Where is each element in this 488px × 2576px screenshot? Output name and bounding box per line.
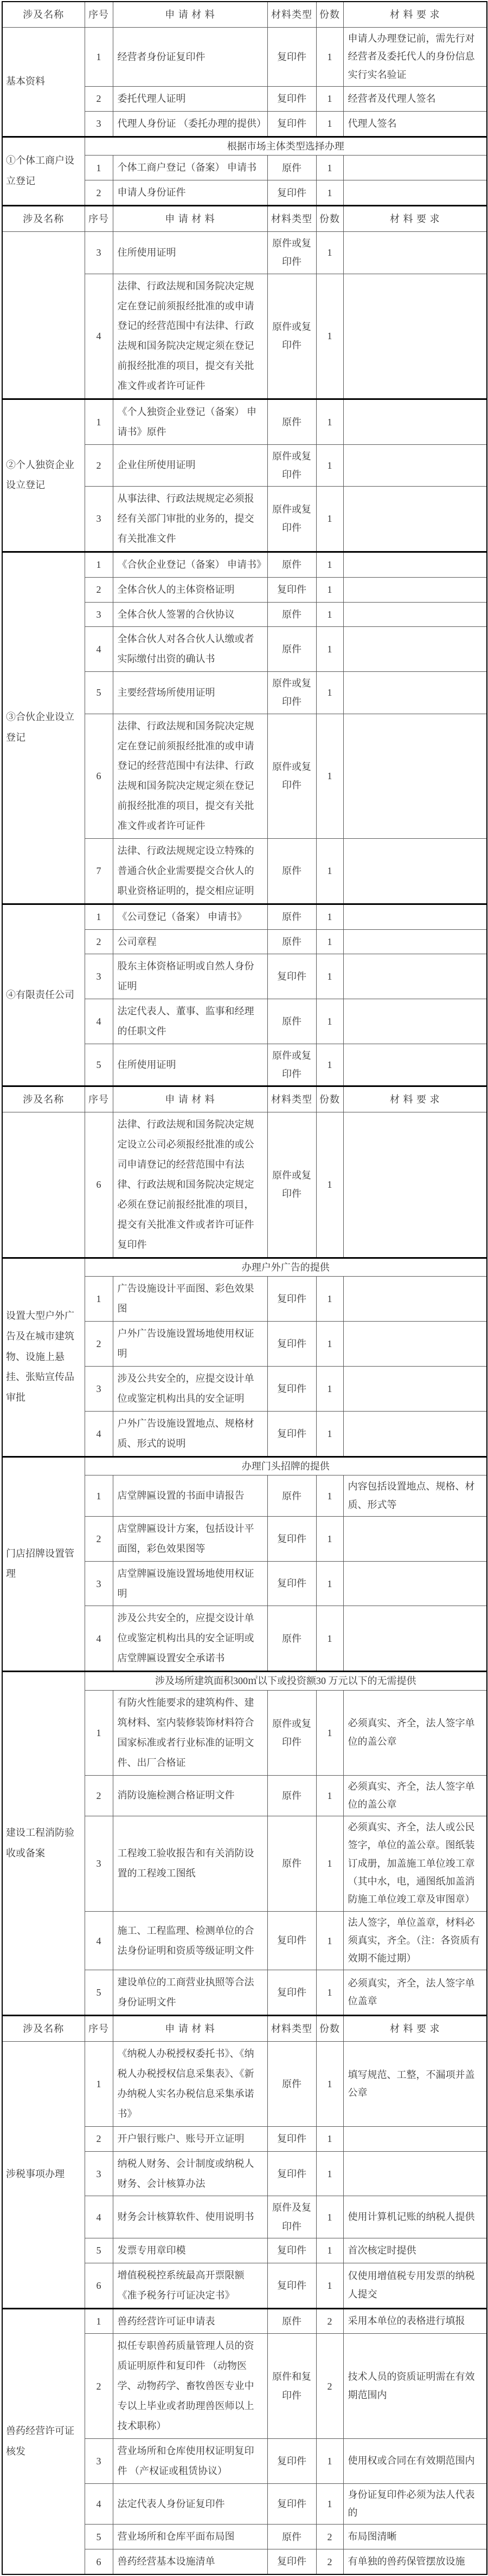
requirement-cell — [343, 399, 487, 444]
material-type-cell: 复印件 — [267, 2151, 316, 2196]
row-number-cell: 4 — [85, 1911, 113, 1970]
row-number-cell: 4 — [85, 627, 113, 672]
copies-cell: 1 — [316, 274, 343, 399]
section-label-cell — [2, 232, 85, 399]
material-type-cell: 复印件 — [267, 2126, 316, 2151]
material-row — [2, 399, 487, 444]
material-type-cell: 原件或复印件 — [267, 232, 316, 274]
copies-cell: 1 — [316, 2196, 343, 2238]
column-header-material-requirement: 材 料 要 求 — [343, 206, 487, 232]
row-number-cell: 3 — [85, 111, 113, 137]
material-name-cell: 法律、行政法规和国务院决定规定在登记前须报经批准的或申请登记的经营范围中有法律、行政法规和国务院决定规定须在登记前报经批准的项目，提交有关批准文件或者许可证件 — [113, 274, 267, 399]
section-label-cell: ①个体工商户设立登记 — [2, 137, 85, 206]
row-number-cell: 2 — [85, 929, 113, 954]
material-name-cell: 经营者身份证复印件 — [113, 28, 267, 87]
copies-cell: 1 — [316, 577, 343, 602]
material-type-cell: 原件或复印件 — [267, 714, 316, 838]
material-type-cell: 复印件 — [267, 954, 316, 999]
requirement-cell: 技术人员的资质证明需在有效期范围内 — [343, 2334, 487, 2438]
material-row — [2, 1112, 487, 1258]
section-label-cell: ④有限责任公司 — [2, 904, 85, 1086]
copies-cell: 1 — [316, 487, 343, 552]
material-type-cell: 复印件 — [267, 111, 316, 137]
material-type-cell: 原件 — [267, 627, 316, 672]
table-header-row — [2, 2, 487, 28]
copies-cell: 1 — [316, 1775, 343, 1816]
copies-cell: 1 — [316, 156, 343, 180]
material-type-cell: 原件 — [267, 904, 316, 929]
row-number-cell: 2 — [85, 1516, 113, 1561]
copies-cell: 2 — [316, 2549, 343, 2574]
material-type-cell: 原件或复印件 — [267, 487, 316, 552]
copies-cell: 1 — [316, 1816, 343, 1911]
copies-cell: 1 — [316, 1475, 343, 1517]
row-number-cell: 5 — [85, 2525, 113, 2549]
copies-cell: 1 — [316, 838, 343, 904]
material-type-cell: 原件或复印件 — [267, 274, 316, 399]
requirement-cell: 填写规范、工整，不漏项并盖公章 — [343, 2042, 487, 2127]
copies-cell: 1 — [316, 444, 343, 486]
row-number-cell: 3 — [85, 602, 113, 627]
copies-cell: 2 — [316, 2308, 343, 2334]
copies-cell: 1 — [316, 1322, 343, 1367]
material-type-cell: 原件 — [267, 552, 316, 577]
row-number-cell: 3 — [85, 232, 113, 274]
material-name-cell: 法定代表人、董事、监事和经理的任职文件 — [113, 999, 267, 1044]
requirement-cell: 身份证复印件必须为法人代表的 — [343, 2483, 487, 2525]
material-name-cell: 兽药经营基本设施清单 — [113, 2549, 267, 2574]
section-label-cell: 基本资料 — [2, 28, 85, 137]
column-header-involved-name: 涉及名称 — [2, 2, 85, 28]
column-header-material-type: 材料类型 — [267, 2016, 316, 2042]
row-number-cell: 3 — [85, 487, 113, 552]
requirement-cell: 内容包括设置地点、规格、材质、形式等 — [343, 1475, 487, 1517]
copies-cell: 1 — [316, 1411, 343, 1457]
material-name-cell: 公司章程 — [113, 929, 267, 954]
requirement-cell — [343, 1366, 487, 1411]
section-note-cell: 办理门头招牌的提供 — [85, 1457, 487, 1475]
row-number-cell: 6 — [85, 1112, 113, 1258]
material-name-cell: 申请人身份证件 — [113, 180, 267, 206]
column-header-serial-number: 序号 — [85, 1086, 113, 1112]
material-name-cell: 消防设施检测合格证明文件 — [113, 1775, 267, 1816]
requirement-cell — [343, 627, 487, 672]
column-header-material-requirement: 材 料 要 求 — [343, 2016, 487, 2042]
material-name-cell: 有防火性能要求的建筑构件、建筑材料、室内装修装饰材料符合国家标准或者行业标准的证明文件、出厂合格证 — [113, 1690, 267, 1775]
material-name-cell: 全体合伙人对各合伙人认缴或者实际缴付出资的确认书 — [113, 627, 267, 672]
requirement-cell — [343, 232, 487, 274]
material-type-cell: 原件和复印件 — [267, 2334, 316, 2438]
copies-cell: 1 — [316, 2042, 343, 2127]
copies-cell: 1 — [316, 2151, 343, 2196]
material-name-cell: 增值税税控系统最高开票限额《准予税务行可证决定书》 — [113, 2263, 267, 2308]
row-number-cell: 5 — [85, 672, 113, 714]
copies-cell: 1 — [316, 2126, 343, 2151]
row-number-cell: 2 — [85, 1775, 113, 1816]
row-number-cell: 1 — [85, 1475, 113, 1517]
material-type-cell: 原件 — [267, 929, 316, 954]
column-header-involved-name: 涉及名称 — [2, 1086, 85, 1112]
column-header-involved-name: 涉及名称 — [2, 2016, 85, 2042]
copies-cell: 1 — [316, 929, 343, 954]
row-number-cell: 4 — [85, 999, 113, 1044]
requirement-cell: 必须真实、齐全，法人签字单位的盖公章 — [343, 1690, 487, 1775]
requirement-cell — [343, 1277, 487, 1322]
section-label-cell: 设置大型户外广告及在城市建筑物、设施上悬挂、张贴宣传品审批 — [2, 1258, 85, 1457]
materials-table — [2, 1, 487, 2575]
section-note-row — [2, 1457, 487, 1475]
section-label-cell: 门店招牌设置管理 — [2, 1457, 85, 1672]
copies-cell: 1 — [316, 1970, 343, 2016]
copies-cell: 1 — [316, 1044, 343, 1086]
material-type-cell: 原件或复印件 — [267, 1044, 316, 1086]
material-type-cell: 原件或复印件 — [267, 1112, 316, 1258]
section-label-cell — [2, 1112, 85, 1258]
requirement-cell: 仅使用增值税专用发票的纳税人提交 — [343, 2263, 487, 2308]
material-type-cell: 复印件 — [267, 2238, 316, 2263]
row-number-cell: 6 — [85, 714, 113, 838]
material-type-cell: 复印件 — [267, 1411, 316, 1457]
copies-cell: 2 — [316, 2525, 343, 2549]
requirement-cell — [343, 714, 487, 838]
row-number-cell: 2 — [85, 2334, 113, 2438]
column-header-copies: 份数 — [316, 2, 343, 28]
material-type-cell: 原件及复印件 — [267, 2196, 316, 2238]
copies-cell: 1 — [316, 111, 343, 137]
material-name-cell: 主要经营场所使用证明 — [113, 672, 267, 714]
row-number-cell: 1 — [85, 2308, 113, 2334]
requirement-cell — [343, 1112, 487, 1258]
material-type-cell: 原件 — [267, 2042, 316, 2127]
material-type-cell: 原件 — [267, 1816, 316, 1911]
material-type-cell: 原件或复印件 — [267, 1690, 316, 1775]
section-label-cell: ③合伙企业设立登记 — [2, 552, 85, 904]
material-name-cell: 兽药经营许可证申请表 — [113, 2308, 267, 2334]
material-name-cell: 工程竣工验收报告和有关消防设置的工程竣工图纸 — [113, 1816, 267, 1911]
copies-cell: 1 — [316, 399, 343, 444]
requirement-cell — [343, 929, 487, 954]
material-row — [2, 904, 487, 929]
material-name-cell: 企业住所使用证明 — [113, 444, 267, 486]
column-header-material-type: 材料类型 — [267, 206, 316, 232]
copies-cell: 1 — [316, 954, 343, 999]
row-number-cell: 1 — [85, 2042, 113, 2127]
material-type-cell: 原件 — [267, 156, 316, 180]
row-number-cell: 5 — [85, 1970, 113, 2016]
material-type-cell: 复印件 — [267, 1366, 316, 1411]
requirement-cell — [343, 672, 487, 714]
row-number-cell: 4 — [85, 2196, 113, 2238]
column-header-material-requirement: 材 料 要 求 — [343, 1086, 487, 1112]
requirement-cell — [343, 602, 487, 627]
material-type-cell: 原件或复印件 — [267, 672, 316, 714]
requirement-cell: 布局图清晰 — [343, 2525, 487, 2549]
requirement-cell — [343, 904, 487, 929]
material-name-cell: 开户银行账户、账号开立证明 — [113, 2126, 267, 2151]
copies-cell: 1 — [316, 2263, 343, 2308]
copies-cell: 1 — [316, 1277, 343, 1322]
material-type-cell: 原件 — [267, 1775, 316, 1816]
material-type-cell: 原件或复印件 — [267, 444, 316, 486]
material-type-cell: 复印件 — [267, 1970, 316, 2016]
copies-cell: 1 — [316, 1561, 343, 1606]
row-number-cell: 2 — [85, 577, 113, 602]
row-number-cell: 1 — [85, 904, 113, 929]
requirement-cell — [343, 1606, 487, 1672]
material-type-cell: 复印件 — [267, 2263, 316, 2308]
material-name-cell: 从事法律、行政法规规定必须报经有关部门审批的业务的，提交有关批准文件 — [113, 487, 267, 552]
table-header-row — [2, 2016, 487, 2042]
column-header-serial-number: 序号 — [85, 2, 113, 28]
column-header-application-material: 申 请 材 料 — [113, 2, 267, 28]
requirement-cell: 经营者及代理人签名 — [343, 86, 487, 111]
copies-cell: 1 — [316, 2483, 343, 2525]
material-name-cell: 财务会计核算软件、使用说明书 — [113, 2196, 267, 2238]
row-number-cell: 4 — [85, 274, 113, 399]
material-type-cell: 复印件 — [267, 1516, 316, 1561]
section-label-cell: 建设工程消防验收或备案 — [2, 1672, 85, 2016]
row-number-cell: 7 — [85, 838, 113, 904]
column-header-copies: 份数 — [316, 206, 343, 232]
requirement-cell — [343, 2151, 487, 2196]
material-type-cell: 原件 — [267, 1475, 316, 1517]
copies-cell: 1 — [316, 552, 343, 577]
column-header-copies: 份数 — [316, 1086, 343, 1112]
material-type-cell: 复印件 — [267, 577, 316, 602]
requirement-cell — [343, 1516, 487, 1561]
material-row — [2, 2308, 487, 2334]
column-header-material-type: 材料类型 — [267, 1086, 316, 1112]
row-number-cell: 3 — [85, 1366, 113, 1411]
row-number-cell: 4 — [85, 2483, 113, 2525]
copies-cell: 1 — [316, 28, 343, 87]
material-type-cell: 原件 — [267, 999, 316, 1044]
row-number-cell: 1 — [85, 399, 113, 444]
section-label-cell: 涉税事项办理 — [2, 2042, 85, 2308]
copies-cell: 1 — [316, 180, 343, 206]
material-type-cell: 复印件 — [267, 2549, 316, 2574]
copies-cell: 1 — [316, 1606, 343, 1672]
material-row — [2, 28, 487, 87]
material-name-cell: 店堂牌匾设置的书面申请报告 — [113, 1475, 267, 1517]
column-header-involved-name: 涉及名称 — [2, 206, 85, 232]
copies-cell: 1 — [316, 1690, 343, 1775]
requirement-cell — [343, 274, 487, 399]
column-header-material-requirement: 材 料 要 求 — [343, 2, 487, 28]
row-number-cell: 1 — [85, 552, 113, 577]
row-number-cell: 2 — [85, 86, 113, 111]
row-number-cell: 2 — [85, 444, 113, 486]
copies-cell: 2 — [316, 2334, 343, 2438]
column-header-serial-number: 序号 — [85, 2016, 113, 2042]
material-type-cell: 复印件 — [267, 86, 316, 111]
material-type-cell: 复印件 — [267, 2483, 316, 2525]
requirement-cell: 使用计算机记账的纳税人提供 — [343, 2196, 487, 2238]
requirement-cell: 法人签字，单位盖章，材料必须真实，齐全。（注：各资质有效期不能过期） — [343, 1911, 487, 1970]
column-header-material-type: 材料类型 — [267, 2, 316, 28]
material-row — [2, 552, 487, 577]
row-number-cell: 5 — [85, 2238, 113, 2263]
row-number-cell: 4 — [85, 1411, 113, 1457]
row-number-cell: 1 — [85, 1690, 113, 1775]
column-header-copies: 份数 — [316, 2016, 343, 2042]
requirement-cell: 必须真实、齐全，法人或公民签字，单位的盖公章。图纸装订成册，加盖施工单位竣工章（其中水，电，通图纸加盖消防施工单位竣工章及审图章） — [343, 1816, 487, 1911]
material-name-cell: 法律、行政法规和国务院决定规定设立公司必须报经批准的或公司申请登记的经营范围中有法律、行政法规和国务院决定规定必须在登记前报经批准的项目，提交有关批准文件或者许可证件复印件 — [113, 1112, 267, 1258]
material-name-cell: 法律、行政法规和国务院决定规定在登记前须报经批准的或申请登记的经营范围中有法律、行政法规和国务院决定规定须在登记前报经批准的项目，提交有关批准文件或者许可证件 — [113, 714, 267, 838]
material-type-cell: 原件 — [267, 1606, 316, 1672]
material-name-cell: 店堂牌匾设施设置场地使用权证明 — [113, 1561, 267, 1606]
row-number-cell: 1 — [85, 28, 113, 87]
copies-cell: 1 — [316, 1516, 343, 1561]
copies-cell: 1 — [316, 1112, 343, 1258]
copies-cell: 1 — [316, 232, 343, 274]
material-name-cell: 户外广告设施设置场地使用权证明 — [113, 1322, 267, 1367]
material-type-cell: 原件 — [267, 838, 316, 904]
row-number-cell: 2 — [85, 2126, 113, 2151]
material-type-cell: 原件 — [267, 399, 316, 444]
copies-cell: 1 — [316, 999, 343, 1044]
copies-cell: 1 — [316, 2438, 343, 2483]
section-note-row — [2, 1258, 487, 1277]
material-type-cell: 复印件 — [267, 180, 316, 206]
section-label-cell: ②个人独资企业设立登记 — [2, 399, 85, 552]
material-name-cell: 股东主体资格证明或自然人身份证明 — [113, 954, 267, 999]
row-number-cell: 3 — [85, 1816, 113, 1911]
requirement-cell — [343, 1322, 487, 1367]
row-number-cell: 1 — [85, 156, 113, 180]
row-number-cell: 2 — [85, 1322, 113, 1367]
row-number-cell: 3 — [85, 2151, 113, 2196]
requirement-cell — [343, 552, 487, 577]
material-name-cell: 营业场所和仓库平面布局图 — [113, 2525, 267, 2549]
material-name-cell: 代理人身份证 （委托办理的提供） — [113, 111, 267, 137]
row-number-cell: 6 — [85, 2263, 113, 2308]
requirement-cell: 必须真实、齐全，法人签字单位的盖公章 — [343, 1775, 487, 1816]
column-header-serial-number: 序号 — [85, 206, 113, 232]
row-number-cell: 1 — [85, 1277, 113, 1322]
material-name-cell: 法律、行政法规规定设立特殊的普通合伙企业需要提交合伙人的职业资格证明的，提交相应证明 — [113, 838, 267, 904]
material-type-cell: 原件 — [267, 602, 316, 627]
material-name-cell: 施工、工程监理、检测单位的合法身份证明和资质等级证明文件 — [113, 1911, 267, 1970]
material-name-cell: 委托代理人证明 — [113, 86, 267, 111]
material-type-cell: 复印件 — [267, 1911, 316, 1970]
requirement-cell: 申请人办理登记前，需先行对经营者及委托代人的身份信息实行实名验证 — [343, 28, 487, 87]
section-note-row — [2, 137, 487, 156]
section-label-cell: 兽药经营许可证核发 — [2, 2308, 85, 2574]
material-type-cell: 复印件 — [267, 2438, 316, 2483]
requirement-cell — [343, 156, 487, 180]
material-name-cell: 广告设施设计平面图、彩色效果图 — [113, 1277, 267, 1322]
copies-cell: 1 — [316, 627, 343, 672]
material-name-cell: 个体工商户登记（备案） 申请书 — [113, 156, 267, 180]
requirement-cell — [343, 954, 487, 999]
column-header-application-material: 申 请 材 料 — [113, 2016, 267, 2042]
material-name-cell: 店堂牌匾设计方案，包括设计平面图，彩色效果图等 — [113, 1516, 267, 1561]
material-name-cell: 《个人独资企业登记（备案） 申请书》原件 — [113, 399, 267, 444]
material-name-cell: 法定代表人身份证复印件 — [113, 2483, 267, 2525]
material-name-cell: 《合伙企业登记（备案） 申请书》 — [113, 552, 267, 577]
material-name-cell: 户外广告设施设置地点、规格材质、形式的说明 — [113, 1411, 267, 1457]
requirement-cell: 代理人签名 — [343, 111, 487, 137]
material-name-cell: 住所使用证明 — [113, 232, 267, 274]
requirement-cell — [343, 1044, 487, 1086]
copies-cell: 1 — [316, 714, 343, 838]
material-type-cell: 复印件 — [267, 28, 316, 87]
copies-cell: 1 — [316, 86, 343, 111]
material-name-cell: 全体合伙人的主体资格证明 — [113, 577, 267, 602]
column-header-application-material: 申 请 材 料 — [113, 206, 267, 232]
copies-cell: 1 — [316, 672, 343, 714]
material-type-cell: 原件 — [267, 2525, 316, 2549]
requirement-cell — [343, 180, 487, 206]
material-name-cell: 《公司登记（备案） 申请书》 — [113, 904, 267, 929]
requirement-cell: 使用权或合同在有效期范围内 — [343, 2438, 487, 2483]
requirement-cell — [343, 1561, 487, 1606]
material-type-cell: 复印件 — [267, 1277, 316, 1322]
column-header-application-material: 申 请 材 料 — [113, 1086, 267, 1112]
table-header-row — [2, 206, 487, 232]
row-number-cell: 3 — [85, 1561, 113, 1606]
material-name-cell: 涉及公共安全的，应提交设计单位或鉴定机构出具的安全证明 — [113, 1366, 267, 1411]
requirement-cell: 采用本单位的表格进行填报 — [343, 2308, 487, 2334]
table-header-row — [2, 1086, 487, 1112]
material-name-cell: 拟任专职兽药质量管理人员的资质证明原件和复印件 （动物医学、动物药学、畜牧兽医专业中专以上毕业或者助理兽医师以上技术职称） — [113, 2334, 267, 2438]
material-name-cell: 《纳税人办税授权委托书》、《纳税人办税授权信息采集表》、《新办纳税人实名办税信息采集承诺书》 — [113, 2042, 267, 2127]
requirement-cell — [343, 2126, 487, 2151]
copies-cell: 1 — [316, 1366, 343, 1411]
row-number-cell: 3 — [85, 954, 113, 999]
requirement-cell: 首次核定时提供 — [343, 2238, 487, 2263]
requirement-cell — [343, 838, 487, 904]
requirement-cell: 有单独的兽药保管摆放设施 — [343, 2549, 487, 2574]
material-name-cell: 全体合伙人签署的合伙协议 — [113, 602, 267, 627]
section-note-cell: 办理户外广告的提供 — [85, 1258, 487, 1277]
requirement-cell — [343, 1411, 487, 1457]
material-name-cell: 建设单位的工商营业执照等合法身份证明文件 — [113, 1970, 267, 2016]
section-note-cell: 根据市场主体类型选择办理 — [85, 137, 487, 156]
requirement-cell — [343, 999, 487, 1044]
material-type-cell: 原件 — [267, 2308, 316, 2334]
material-name-cell: 纳税人财务、会计制度或纳税人财务、会计核算办法 — [113, 2151, 267, 2196]
copies-cell: 1 — [316, 2238, 343, 2263]
material-name-cell: 营业场所和仓库使用权证明复印件 （产权证或租赁协议） — [113, 2438, 267, 2483]
row-number-cell: 3 — [85, 2438, 113, 2483]
material-row — [2, 232, 487, 274]
material-name-cell: 住所使用证明 — [113, 1044, 267, 1086]
requirement-cell — [343, 487, 487, 552]
requirement-cell: 必须真实，齐全，法人签字单位盖章 — [343, 1970, 487, 2016]
copies-cell: 1 — [316, 904, 343, 929]
row-number-cell: 6 — [85, 2549, 113, 2574]
materials-table-body — [2, 2, 487, 2574]
row-number-cell: 5 — [85, 1044, 113, 1086]
row-number-cell: 2 — [85, 180, 113, 206]
section-note-row — [2, 1672, 487, 1691]
section-note-cell: 涉及场所建筑面积300㎡以下或投资额30 万元以下的无需提供 — [85, 1672, 487, 1691]
row-number-cell: 4 — [85, 1606, 113, 1672]
requirement-cell — [343, 577, 487, 602]
copies-cell: 1 — [316, 1911, 343, 1970]
material-row — [2, 2042, 487, 2127]
copies-cell: 1 — [316, 602, 343, 627]
material-name-cell: 发票专用章印模 — [113, 2238, 267, 2263]
material-type-cell: 复印件 — [267, 1322, 316, 1367]
requirement-cell — [343, 444, 487, 486]
material-name-cell: 涉及公共安全的，应提交设计单位或鉴定机构出具的安全证明或店堂牌匾设置安全承诺书 — [113, 1606, 267, 1672]
material-type-cell: 复印件 — [267, 1561, 316, 1606]
